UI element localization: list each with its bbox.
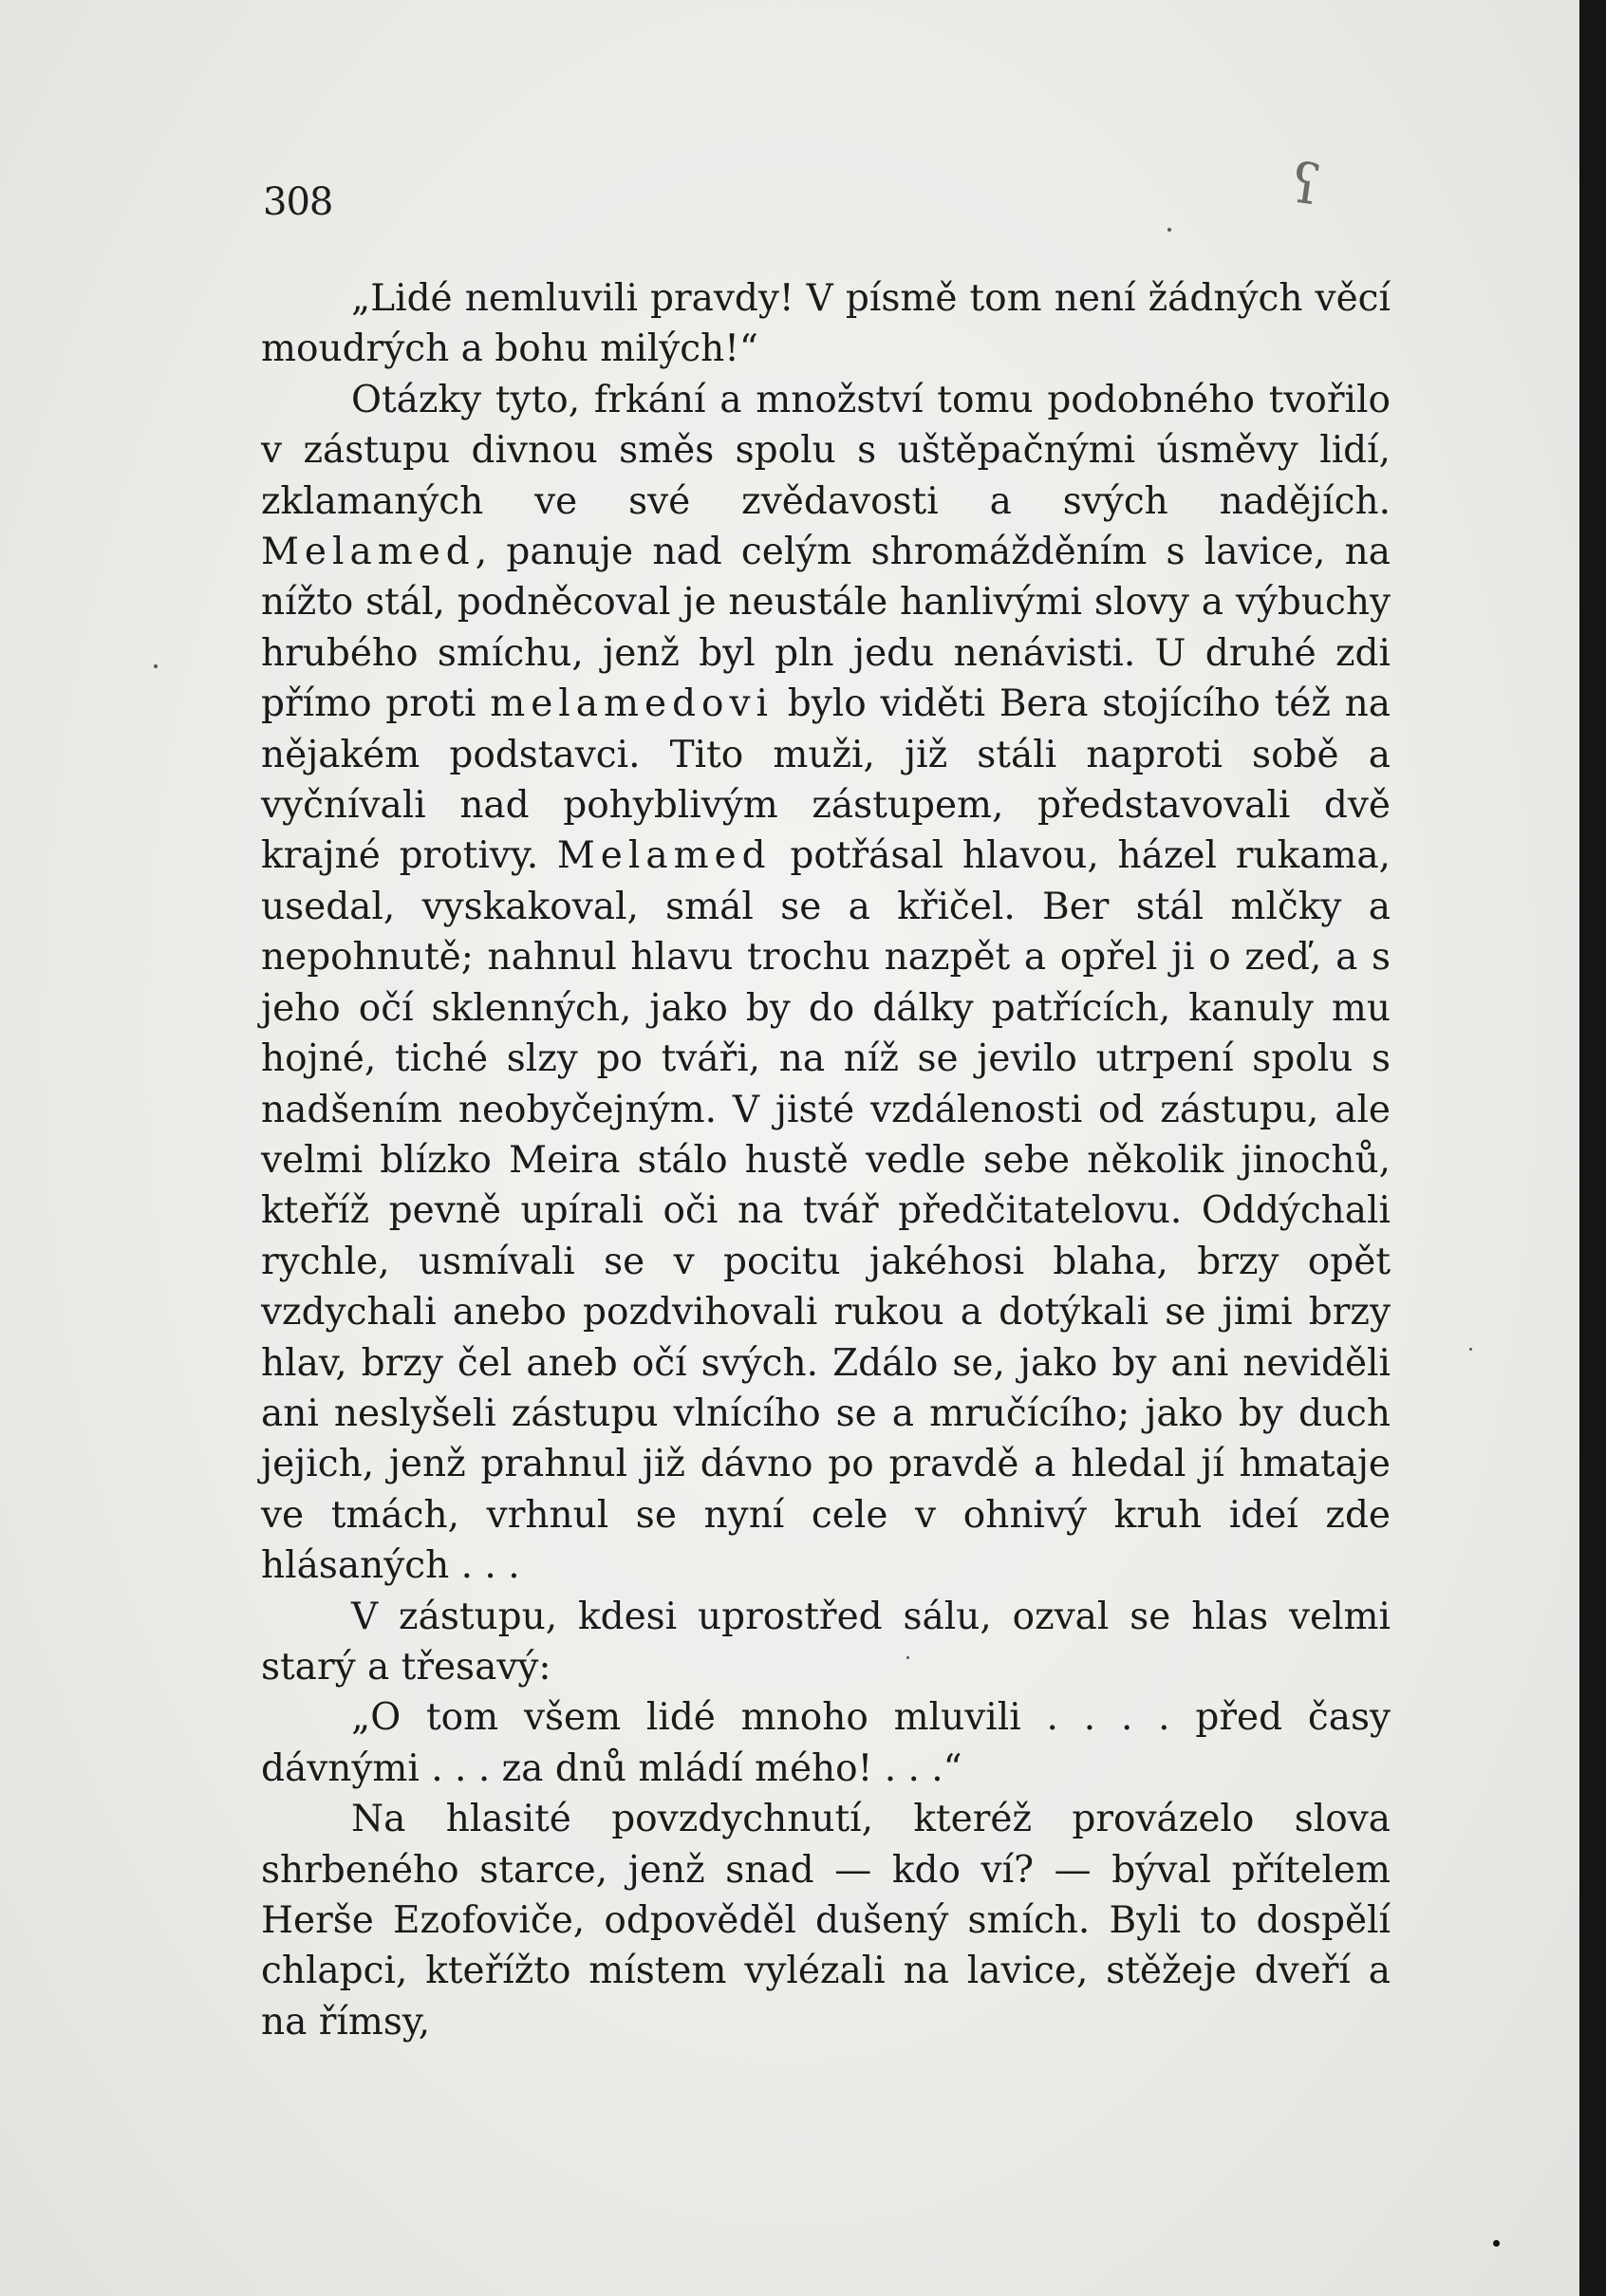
scan-speck [1493,2240,1500,2247]
paragraph [261,273,1391,375]
text-run: Otázky tyto, frkání a množství tomu podobného tvořilo v zástupu divnou směs spolu s uštěpačnými úsměvy lidí, zklamaných ve své zvědavosti a svých nadějích. [261,378,1391,523]
scan-speck [906,1656,909,1659]
text-run: V zástupu, kdesi uprostřed sálu, ozval se hlas velmi starý a třesavý: [261,1595,1391,1689]
paragraph [261,375,1391,1592]
scan-speck [1469,1348,1472,1351]
text-run: Na hlasité povzdychnutí, kteréž provázelo slova shrbeného starce, jenž snad — kdo ví? — býval přítelem Herše Ezofoviče, odpověděl dušený smích. Byli to dospělí chlapci, kteřížto místem vylézali na lavice, stěžeje dveří a na římsy, [261,1798,1391,2044]
paragraph [261,1692,1391,1794]
spaced-name: Melamed [261,531,476,574]
paragraph [261,1592,1391,1693]
scan-speck [154,664,158,668]
body-text [261,273,1391,2047]
text-run: , panuje nad celým shromážděním s lavice, na nížto stál, podněcoval je neustále hanlivými slovy a výbuchy hrubého smíchu, jenž byl pln jedu nenávisti. U druhé zdi přímo proti [261,531,1391,726]
text-run: „O tom všem lidé mnoho mluvili . . . . před časy dávnými . . . za dnů mládí mého! . . .“ [261,1696,1391,1790]
scan-border [1579,0,1606,2296]
text-run: potřásal hlavou, házel rukama, usedal, vyskakoval, smál se a křičel. Ber stál mlčky a nepohnutě; nahnul hlavu trochu nazpět a opřel ji o zeď, a s jeho očí sklenných, jako by do dálky patřících, kanuly mu hojné, tiché slzy po tváři, na níž se jevilo utrpení spolu s nadšením neobyčejným. V jisté vzdálenosti od zástupu, ale velmi blízko Meira stálo hustě vedle sebe několik jinochů, kteříž pevně upírali oči na tvář předčitatelovu. Oddýchali rychle, usmívali se v pocitu jakéhosi blaha, brzy opět vzdychali anebo pozdvihovali rukou a dotýkali se jimi brzy hlav, brzy čel aneb očí svých. Zdálo se, jako by ani neviděli ani neslyšeli zástupu vlnícího se a mručícího; jako by duch jejich, jenž prahnul již dávno po pravdě a hledal jí hmataje ve tmách, vrhnul se nyní cele v ohnivý kruh ideí zde hlásaných . . . [261,834,1391,1588]
paragraph [261,1794,1391,2047]
spaced-name: melamedovi [490,682,775,726]
text-run: „Lidé nemluvili pravdy! V písmě tom není žádných věcí moudrých a bohu milých!“ [261,277,1391,371]
page-number: 308 [263,180,333,224]
pencil-mark: ʕ [1286,150,1325,218]
scan-speck [1167,228,1171,232]
text-run: bylo viděti Bera stojícího též na nějakém podstavci. Tito muži, již stáli naproti sobě a vyčnívali nad pohyblivým zástupem, představovali dvě krajné protivy. [261,682,1391,878]
spaced-name: Melamed [556,834,772,878]
